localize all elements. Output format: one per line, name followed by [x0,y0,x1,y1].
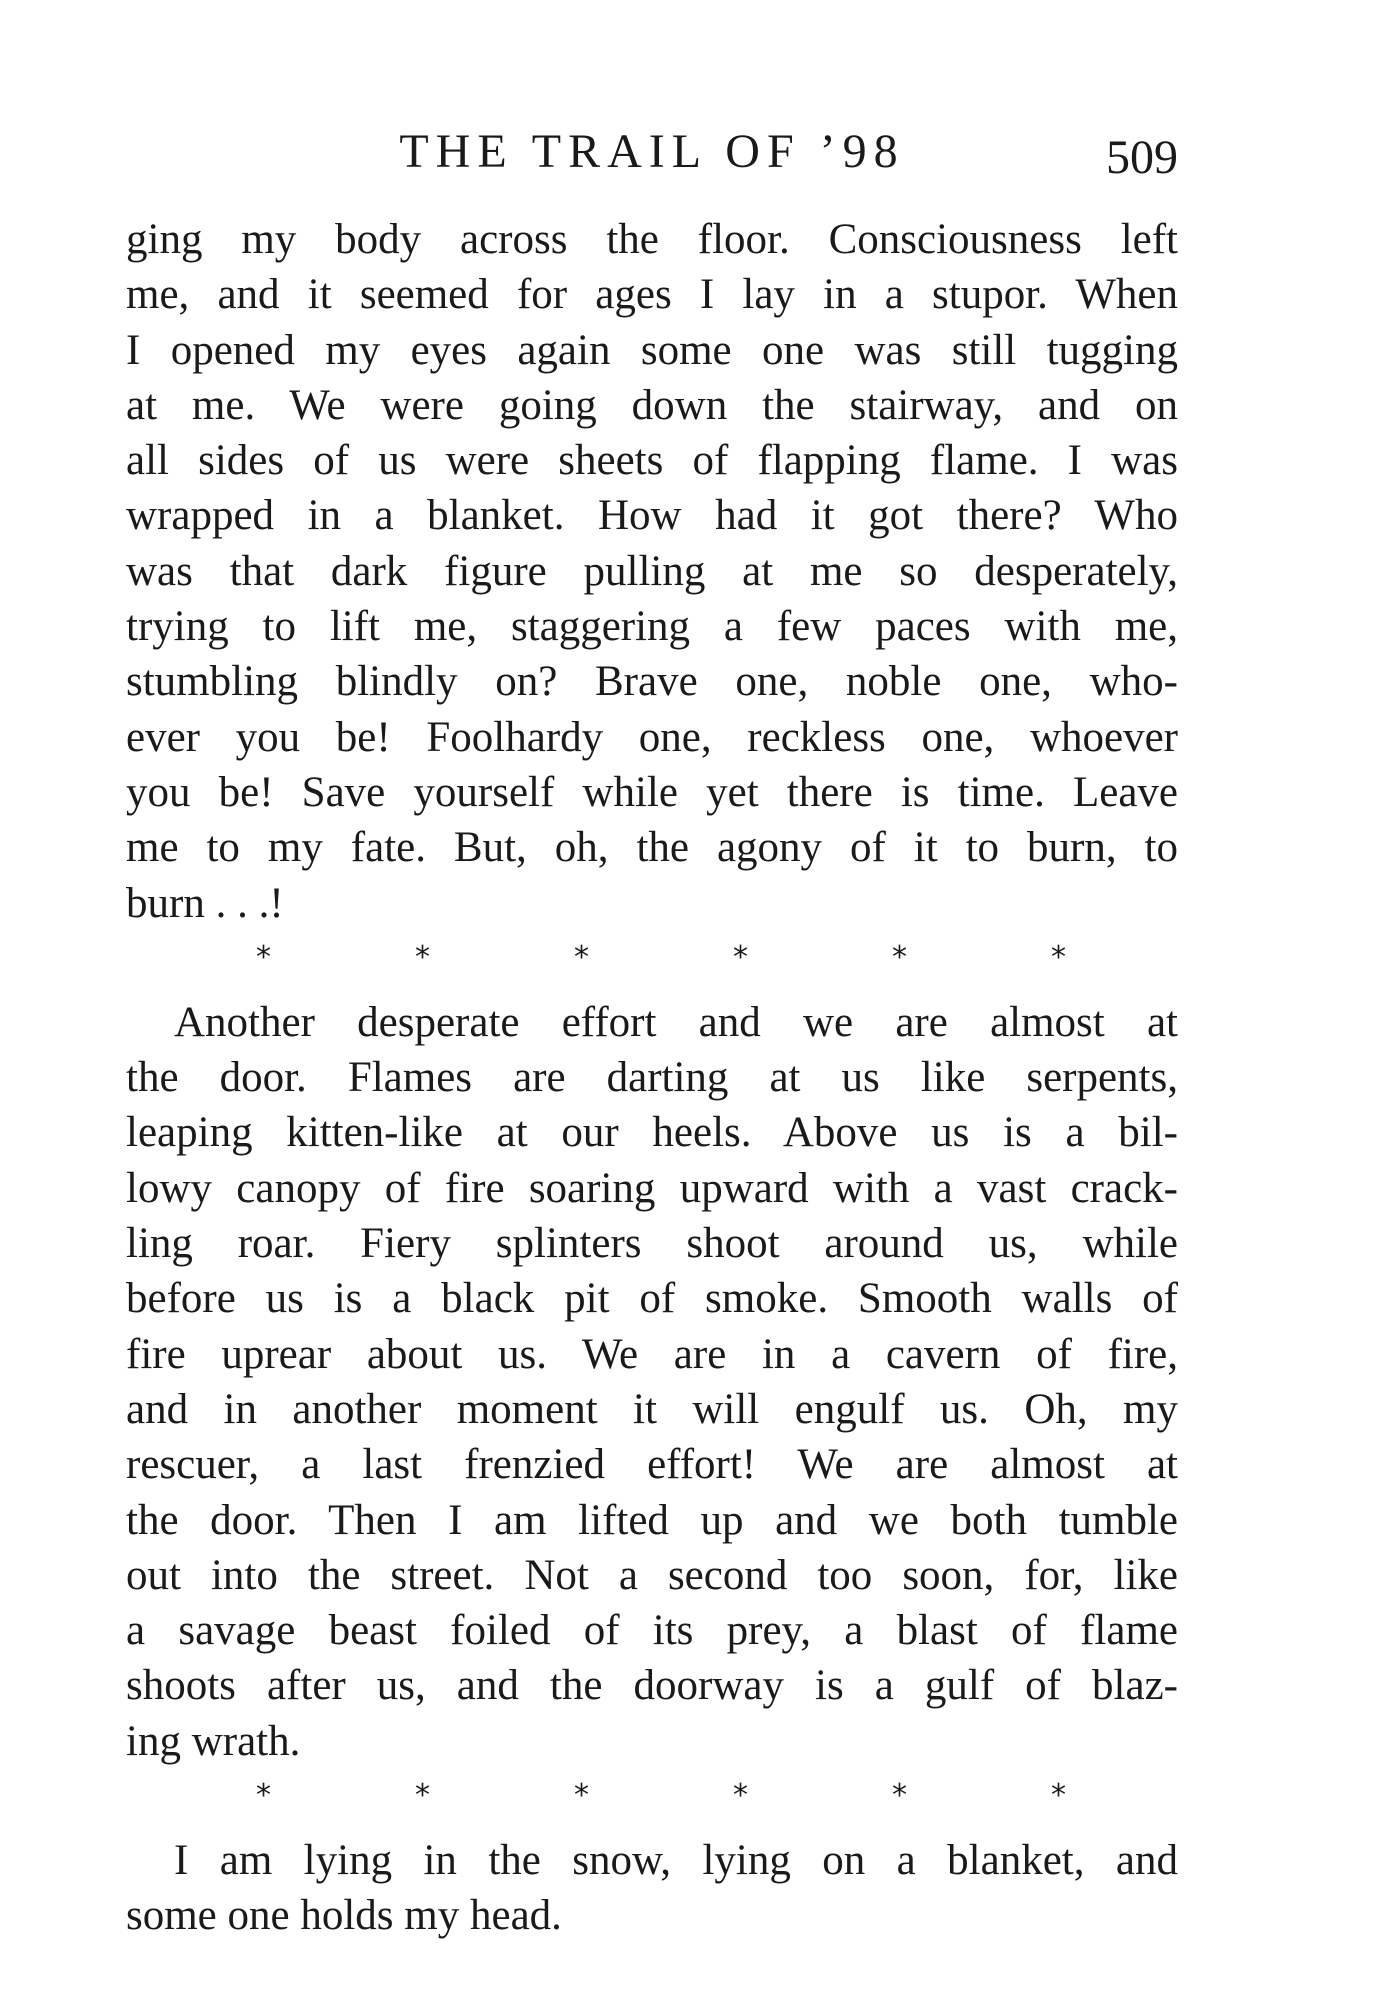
text-line: some one holds my head. [126,1892,562,1940]
asterisk-mark: * [256,1778,271,1814]
asterisk-mark: * [256,939,271,975]
text-line: ever you be! Foolhardy one, reckless one, whoever [126,713,1178,761]
asterisk-mark: * [574,939,589,975]
asterisk-mark: * [1051,939,1066,975]
text-line: fire uprear about us. We are in a cavern of fire, [126,1330,1178,1378]
asterisk-mark: * [733,1778,748,1814]
text-line: rescuer, a last frenzied effort! We are almost at [126,1441,1178,1489]
text-line: the door. Then I am lifted up and we both tumble [126,1496,1178,1544]
text-line: all sides of us were sheets of flapping flame. I was [126,437,1178,485]
body-text [126,212,1178,1944]
text-line: lowy canopy of fire soaring upward with a vast crack- [126,1164,1178,1212]
text-line: wrapped in a blanket. How had it got there? Who [126,492,1178,540]
page-number: 509 [1106,131,1178,184]
text-line: ing wrath. [126,1717,301,1765]
section-break [126,933,1178,983]
text-line: shoots after us, and the doorway is a gulf of blaz- [126,1662,1178,1710]
running-title: THE TRAIL OF ’98 [399,125,905,178]
asterisk-mark: * [733,939,748,975]
text-line: burn . . .! [126,879,284,927]
text-line: before us is a black pit of smoke. Smooth walls of [126,1275,1178,1323]
text-line: trying to lift me, staggering a few paces with me, [126,603,1178,651]
page-header [126,122,1178,182]
text-line: a savage beast foiled of its prey, a blast of flame [126,1607,1178,1655]
text-line: me to my fate. But, oh, the agony of it to burn, to [126,824,1178,872]
text-line: you be! Save yourself while yet there is time. Leave [126,768,1178,816]
text-line: ging my body across the floor. Consciousness left [126,216,1178,263]
asterisk-mark: * [892,1778,907,1814]
section-break [126,1771,1178,1821]
text-line: was that dark figure pulling at me so desperately, [126,547,1178,595]
asterisk-mark: * [415,1778,430,1814]
paragraph [126,212,1178,931]
asterisk-mark: * [1051,1778,1066,1814]
asterisk-mark: * [892,939,907,975]
text-line: out into the street. Not a second too soon, for, like [126,1551,1178,1599]
text-line: the door. Flames are darting at us like serpents, [126,1054,1178,1102]
paragraph [126,995,1178,1769]
text-line: stumbling blindly on? Brave one, noble one, who- [126,658,1178,706]
text-line: ling roar. Fiery splinters shoot around us, while [126,1220,1178,1268]
text-line: and in another moment it will engulf us. Oh, my [126,1385,1178,1433]
asterisk-mark: * [574,1778,589,1814]
asterisk-mark: * [415,939,430,975]
text-line: I opened my eyes again some one was still tugging [126,326,1178,374]
text-line: Another desperate effort and we are almost at [174,998,1178,1046]
text-line: me, and it seemed for ages I lay in a stupor. When [126,271,1178,319]
text-line: leaping kitten-like at our heels. Above us is a bil- [126,1109,1178,1157]
text-line: I am lying in the snow, lying on a blanket, and [174,1837,1178,1885]
paragraph [126,1833,1178,1944]
text-line: at me. We were going down the stairway, and on [126,381,1178,429]
